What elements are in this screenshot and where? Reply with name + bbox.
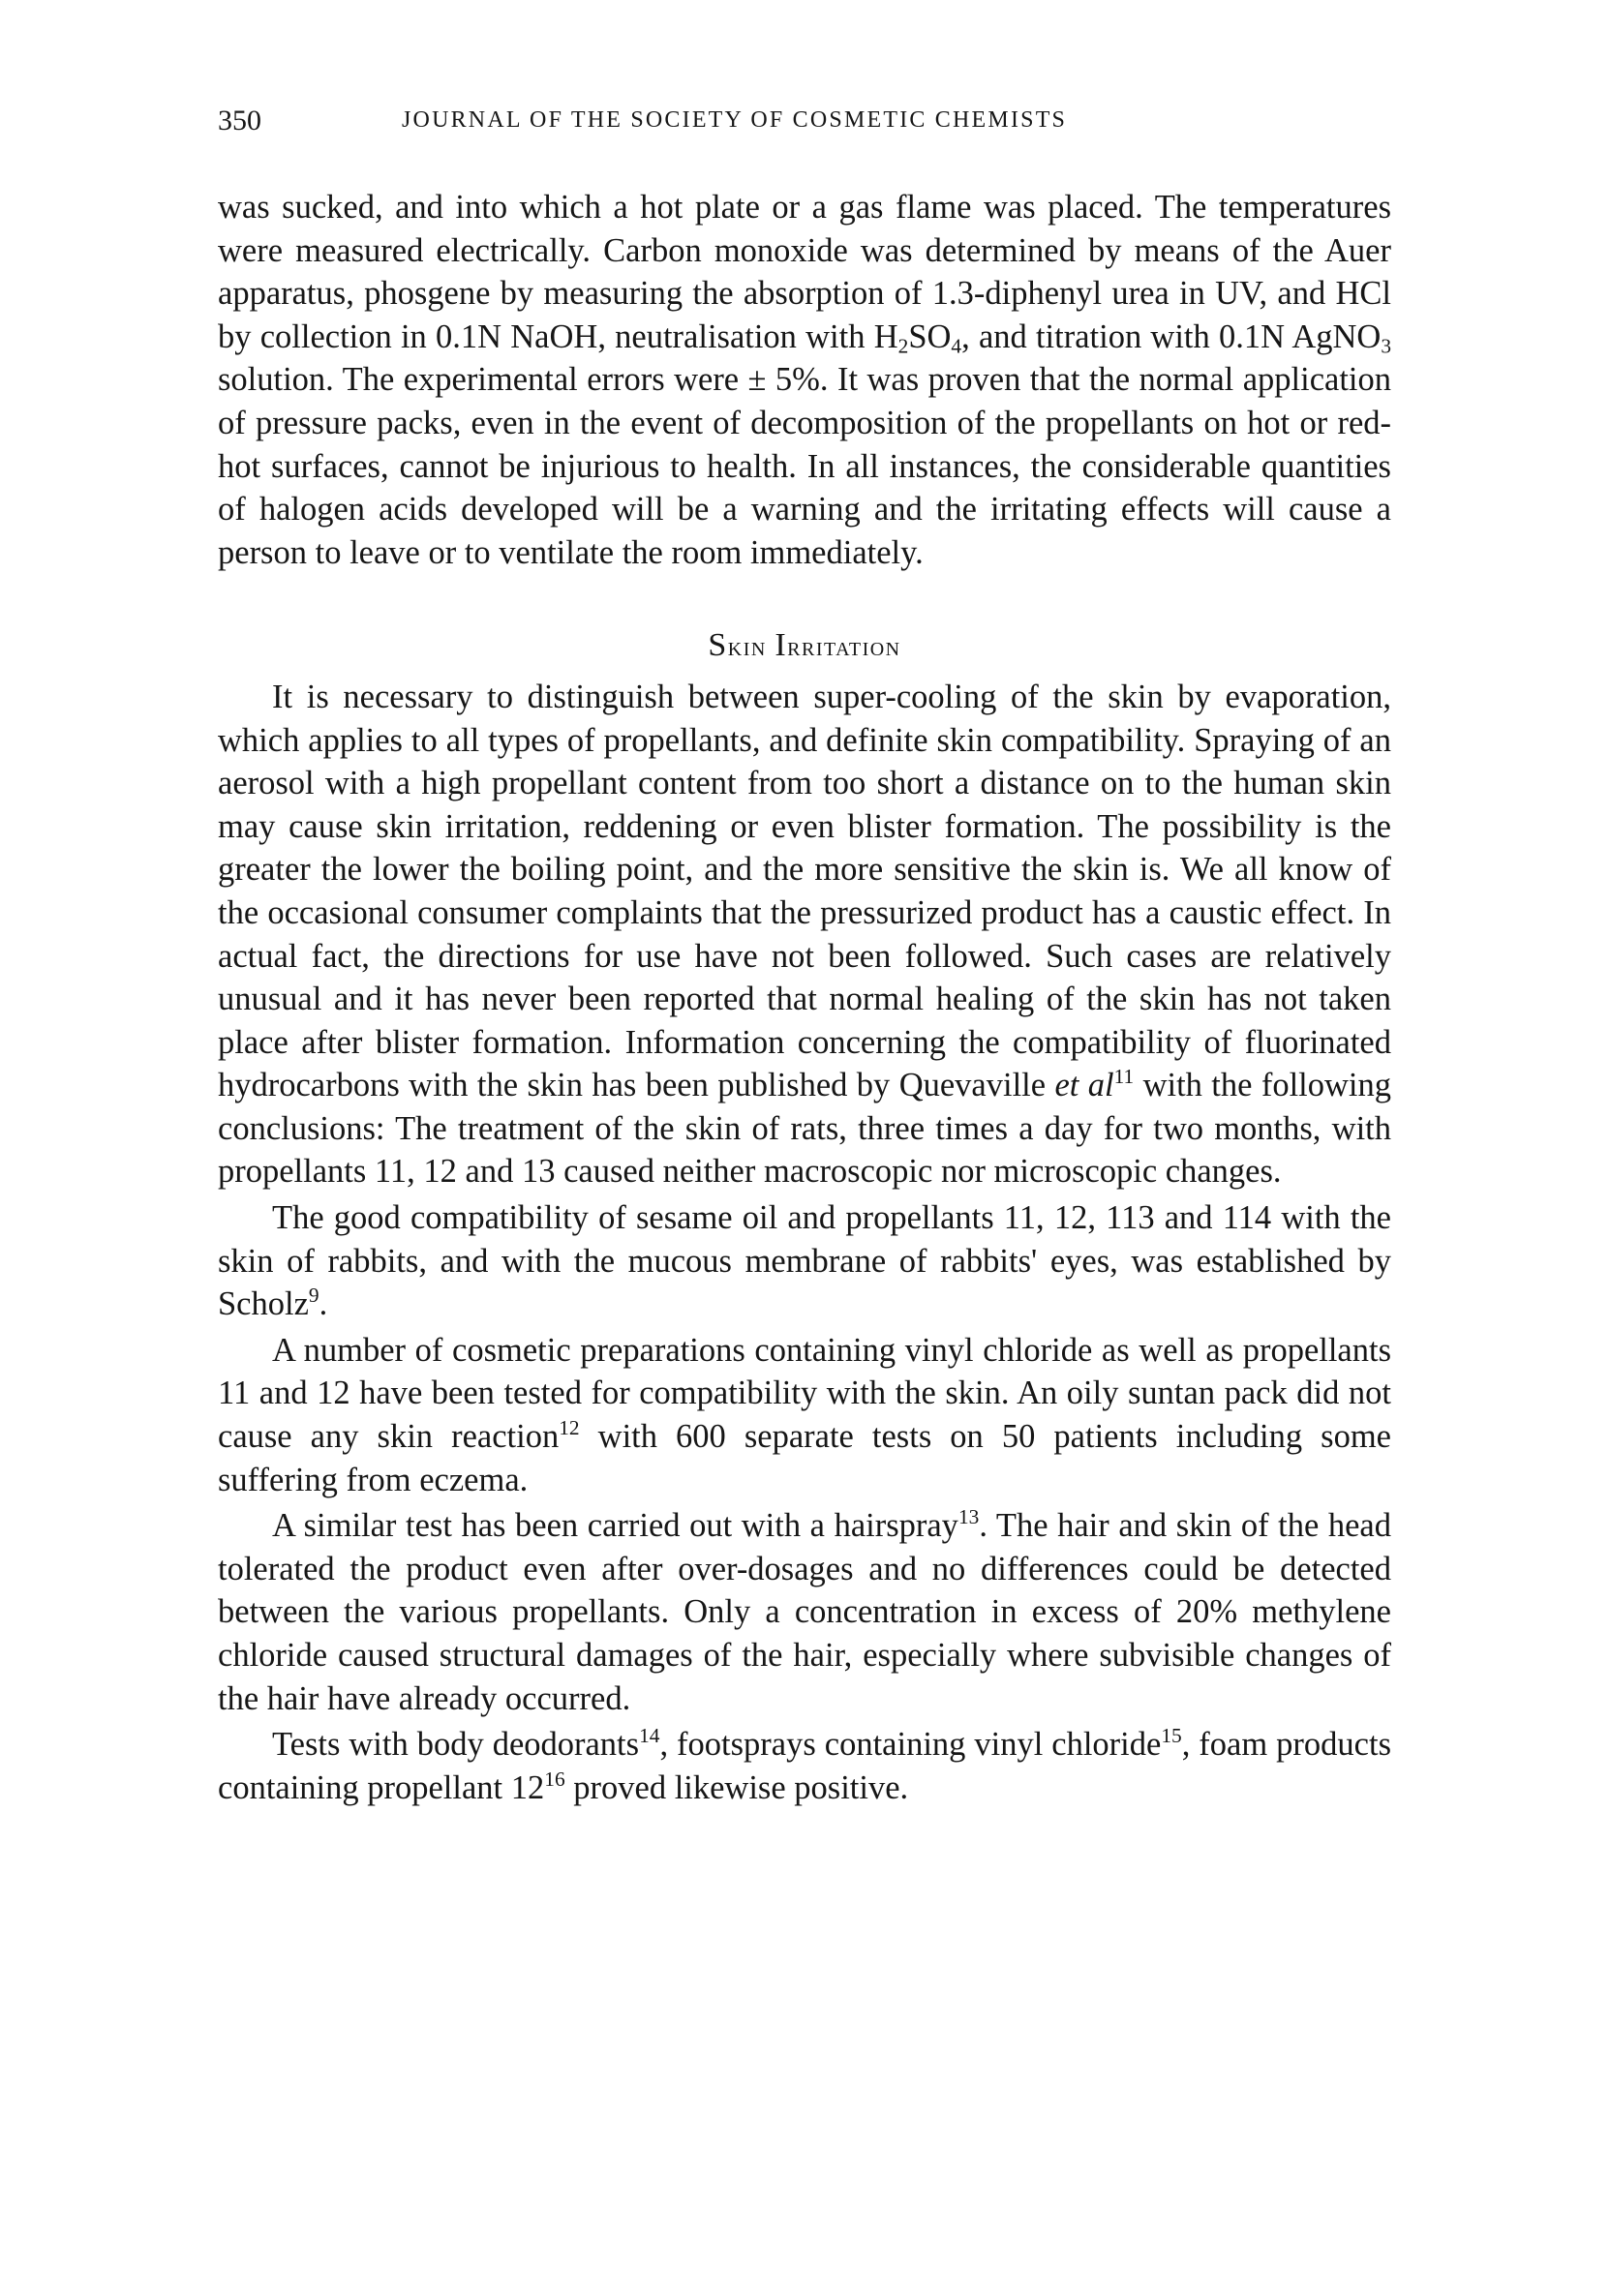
intro-paragraph (218, 186, 1391, 574)
subscript: 2 (897, 334, 909, 358)
article-body (218, 186, 1391, 1809)
journal-title: JOURNAL OF THE SOCIETY OF COSMETIC CHEMISTS (402, 107, 1068, 133)
text-run: , footsprays containing vinyl chloride (659, 1726, 1162, 1764)
text-run: was sucked, and into which a hot plate or a gas flame was placed. The temperatures were measured electrically. Carbon monoxide was determined by means of the Auer apparatus, phosgene by measuring the absorption of 1.3-diphenyl urea in UV, and HCl by collection in 0.1N NaOH, neutralisation with H (218, 189, 1391, 355)
text-run: The good compatibility of sesame oil and propellants 11, 12, 113 and 114 with the skin of rabbits, and with the mucous membrane of rabbits' eyes, was established by Scholz (218, 1199, 1391, 1323)
running-header (218, 105, 1391, 147)
text-run: , and titration with 0.1N AgNO (961, 317, 1382, 355)
text-run: It is necessary to distinguish between super-cooling of the skin by evaporation, which applies to all types of propellants, and definite skin compatibility. Spraying of an aerosol with a high propellant content from too short a distance on to the human skin may cause skin irritation, reddening or even blister formation. The possibility is the greater the lower the boiling point, and the more sensitive the skin is. We all know of the occasional consumer complaints that the pressurized product has a caustic effect. In actual fact, the directions for use have not been followed. Such cases are relatively unusual and it has never been reported that normal healing of the skin has not taken place after blister formation. Information concerning the compatibility of fluorinated hydrocarbons with the skin has been published by Quevaville (218, 678, 1391, 1104)
text-run: . (319, 1285, 328, 1323)
et-al-italic: et al (1054, 1067, 1114, 1104)
paragraph-sesame-oil (218, 1196, 1391, 1326)
text-run: A similar test has been carried out with a hairspray (272, 1507, 958, 1545)
text-run: with the following conclusions: The treatment of the skin of rats, three times a day for two months, with propellants 11, 12 and 13 caused neither macroscopic nor microscopic changes. (218, 1067, 1392, 1191)
text-run: . The hair and skin of the head tolerated the product even after over-dosages and no differences could be detected between the various propellants. Only a concentration in excess of 20% methylene chloride caused structural damages of the hair, especially where subvisible changes of the hair have already occurred. (218, 1507, 1391, 1717)
text-run: proved likewise positive. (564, 1768, 909, 1806)
reference-superscript: 16 (544, 1767, 565, 1791)
subscript: 3 (1381, 334, 1391, 358)
reference-superscript: 14 (639, 1724, 660, 1748)
text-run: solution. The experimental errors were ± 5%. It was proven that the normal application of pressure packs, even in the event of decomposition of the propellants on hot or red-hot surfaces, cannot be injurious to health. In all instances, the considerable quantities of halogen acids developed will be a warning and the irritating effects will cause a person to leave or to ventilate the room immediately. (218, 361, 1391, 571)
heading-initial: S (708, 627, 728, 664)
heading-rest: kin (727, 632, 767, 663)
section-heading-skin-irritation (218, 624, 1391, 670)
heading-rest: rritation (787, 632, 901, 663)
page-number: 350 (218, 105, 261, 136)
subscript: 4 (951, 334, 962, 358)
text-run: SO (908, 317, 952, 355)
reference-superscript: 9 (308, 1284, 319, 1308)
heading-initial: I (775, 627, 788, 664)
paragraph-cosmetic-preparations (218, 1329, 1391, 1501)
text-run: A number of cosmetic preparations containing vinyl chloride as well as propellants 11 and 12 have been tested for compatibility with the skin. An oily suntan pack did not cause any skin reaction (218, 1331, 1391, 1456)
text-run: , foam products containing propellant 12 (218, 1726, 1391, 1806)
reference-superscript: 15 (1161, 1724, 1182, 1748)
journal-page (218, 105, 1391, 1809)
reference-superscript: 13 (957, 1505, 980, 1529)
reference-superscript: 11 (1113, 1065, 1135, 1089)
paragraph-hairspray (218, 1504, 1391, 1720)
text-run: with 600 separate tests on 50 patients including some suffering from eczema. (218, 1418, 1391, 1498)
paragraph-skin-compatibility (218, 676, 1391, 1193)
reference-superscript: 12 (559, 1416, 580, 1440)
paragraph-deodorants (218, 1723, 1391, 1809)
text-run: Tests with body deodorants (272, 1726, 640, 1764)
